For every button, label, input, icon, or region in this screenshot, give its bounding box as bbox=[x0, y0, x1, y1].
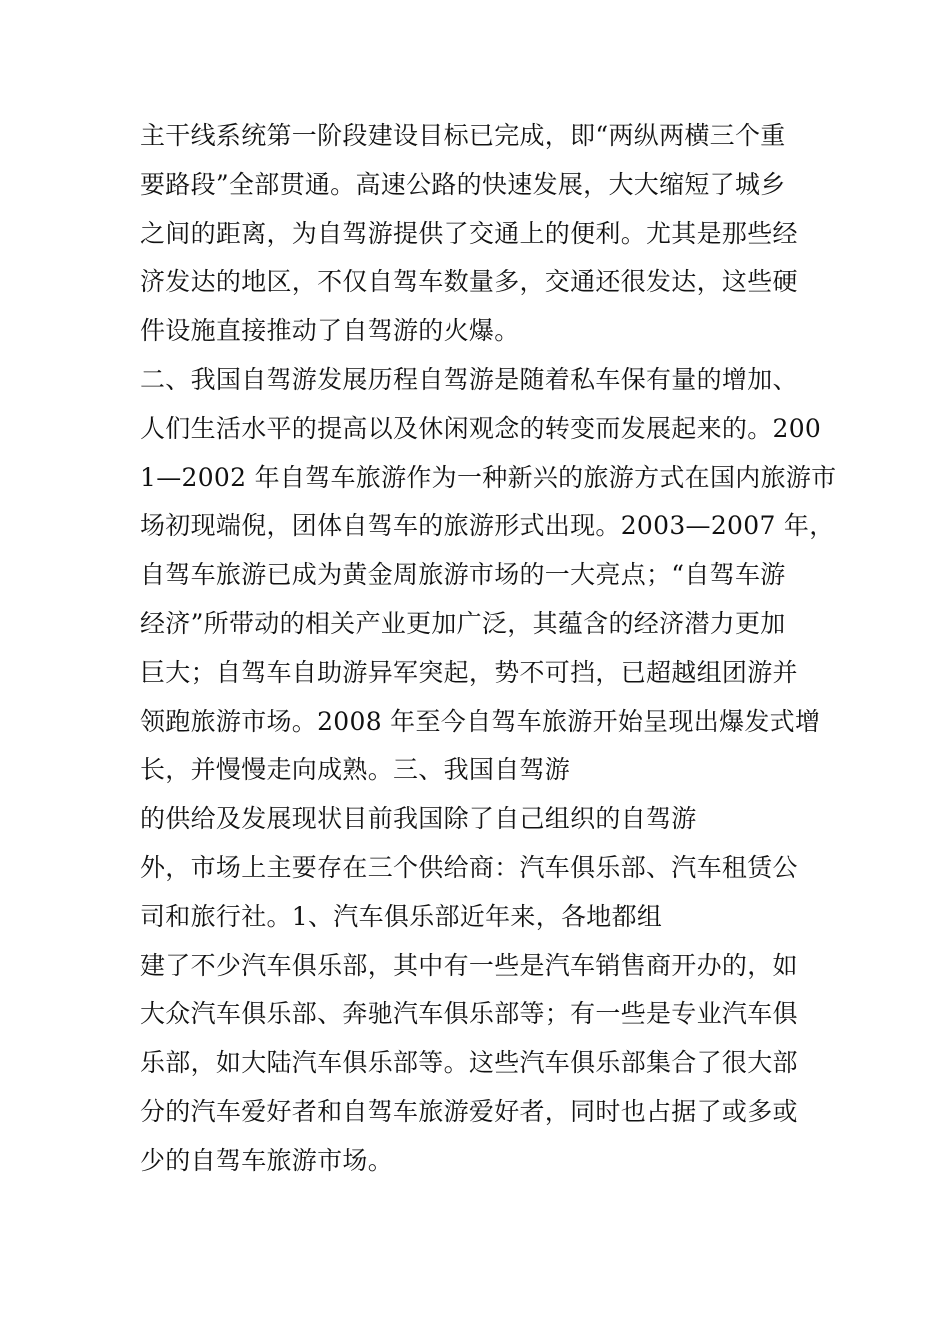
text-line: 1—2002 年自驾车旅游作为一种新兴的旅游方式在国内旅游市 bbox=[140, 462, 837, 492]
text-line: 人们生活水平的提高以及休闲观念的转变而发展起来的。200 bbox=[140, 413, 822, 443]
section-heading-line: 二、我国自驾游发展历程自驾游是随着私车保有量的增加、 bbox=[140, 364, 798, 394]
text-line: 件设施直接推动了自驾游的火爆。 bbox=[140, 316, 520, 346]
text-line: 乐部，如大陆汽车俱乐部等。这些汽车俱乐部集合了很大部 bbox=[140, 1048, 798, 1078]
text-line: 分的汽车爱好者和自驾车旅游爱好者，同时也占据了或多或 bbox=[140, 1096, 798, 1126]
text-line: 建了不少汽车俱乐部，其中有一些是汽车销售商开办的，如 bbox=[140, 950, 798, 980]
text-line: 长，并慢慢走向成熟。三、我国自驾游 bbox=[140, 755, 571, 785]
text-line: 巨大；自驾车自助游异军突起，势不可挡，已超越组团游并 bbox=[140, 657, 798, 687]
text-line: 之间的距离，为自驾游提供了交通上的便利。尤其是那些经 bbox=[140, 218, 798, 248]
body-text bbox=[140, 112, 840, 1186]
text-line: 外，市场上主要存在三个供给商：汽车俱乐部、汽车租赁公 bbox=[140, 852, 798, 882]
text-line: 经济”所带动的相关产业更加广泛，其蕴含的经济潜力更加 bbox=[140, 608, 786, 638]
text-line: 济发达的地区，不仅自驾车数量多，交通还很发达，这些硬 bbox=[140, 267, 798, 297]
text-line: 的供给及发展现状目前我国除了自己组织的自驾游 bbox=[140, 804, 697, 834]
text-line: 主干线系统第一阶段建设目标已完成，即“两纵两横三个重 bbox=[140, 121, 786, 150]
text-line: 少的自驾车旅游市场。 bbox=[140, 1145, 394, 1175]
text-line: 领跑旅游市场。2008 年至今自驾车旅游开始呈现出爆发式增 bbox=[140, 706, 821, 736]
text-line: 司和旅行社。1、汽车俱乐部近年来，各地都组 bbox=[140, 901, 663, 931]
text-line: 大众汽车俱乐部、奔驰汽车俱乐部等；有一些是专业汽车俱 bbox=[140, 999, 798, 1029]
text-line: 自驾车旅游已成为黄金周旅游市场的一大亮点；“自驾车游 bbox=[140, 560, 786, 590]
text-line: 场初现端倪，团体自驾车的旅游形式出现。2003—2007 年， bbox=[140, 511, 835, 541]
text-line: 要路段”全部贯通。高速公路的快速发展，大大缩短了城乡 bbox=[140, 169, 786, 199]
